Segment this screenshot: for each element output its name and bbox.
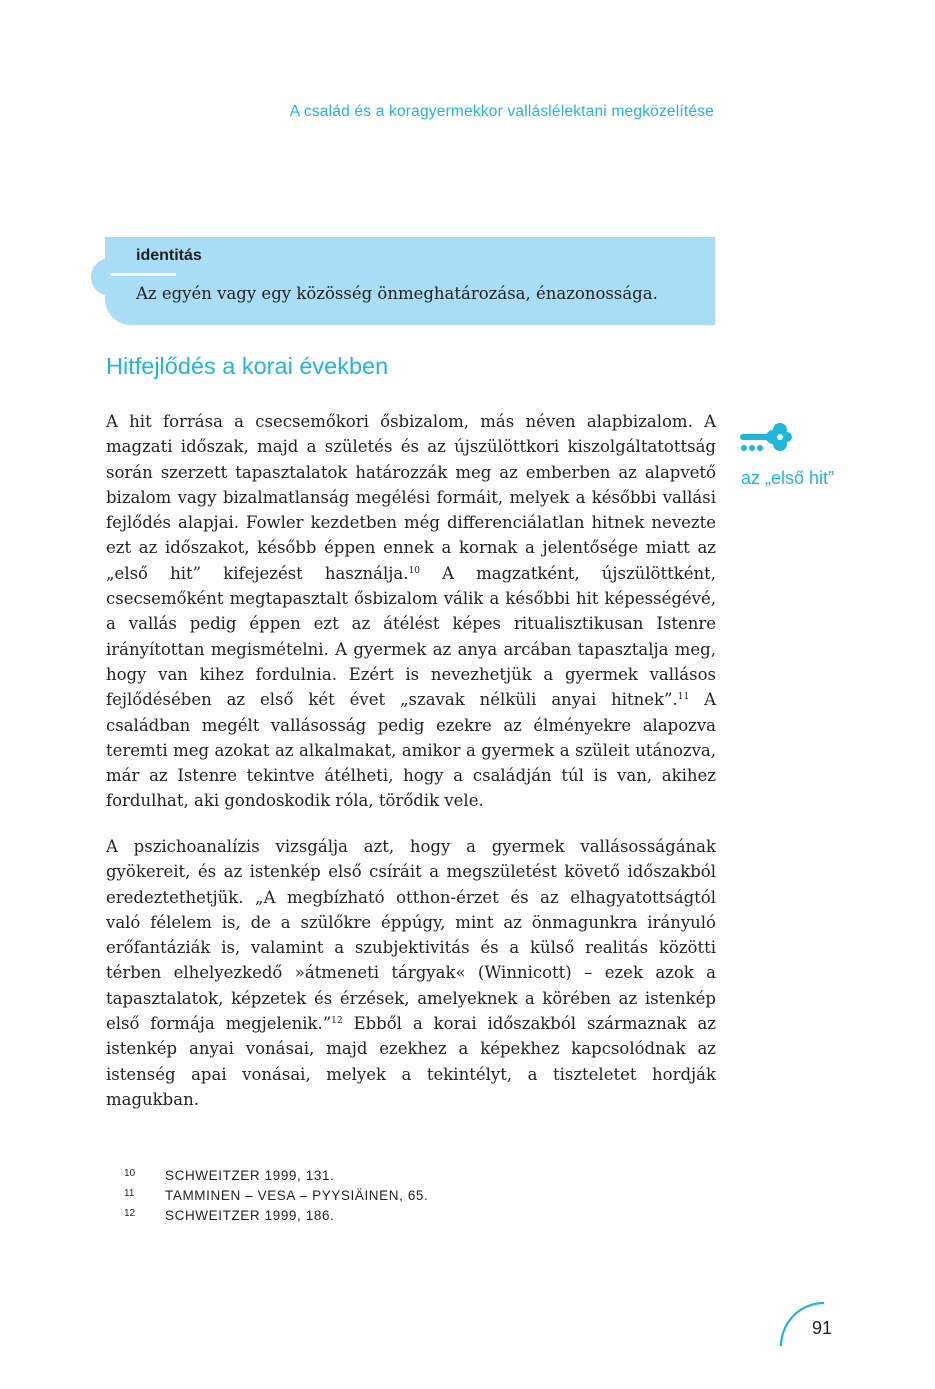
footnote-number: 12 (124, 1208, 136, 1219)
footnote-text: SCHWEITZER 1999, 131. (165, 1168, 335, 1183)
footnote (124, 1188, 428, 1208)
glossary-definition: Az egyén vagy egy közösség önmeghatározása, énazonossága. (136, 284, 658, 303)
paragraph-1-text-a: A hit forrása a csecsemőkori ősbizalom, más néven alapbizalom. A magzati időszak, majd a születés és az újszülöttkori kiszolgáltatottság során szerzett tapasztalatok határozzák meg az emberben az alapvető bizalom vagy bizalmatlanság megélési formáit, melyek a későbbi vallási fejlődés alapjai. Fowler kezdetben még differenciálatlan hitnek nevezte ezt az időszakot, később éppen ennek a kornak a jelentősége miatt az „első hit” kifejezést használja. (106, 412, 716, 583)
footnote-ref-12[interactable]: 12 (331, 1016, 343, 1027)
paragraph-2-text-b: Ebből a korai időszakból származnak az istenkép anyai vonásai, majd ezekhez a képekhez kapcsolódnak az istenség apai vonásai, melyek a tekintélyt, a tiszteletet hordják magukban. (106, 1014, 717, 1109)
paragraph-1 (106, 409, 716, 814)
running-head: A család és a koragyermekkor valláslélektani megközelítése (289, 103, 714, 120)
paragraph-1-text-c: A családban megélt vallásosság pedig ezekre az élményekre alapozva teremti meg azokat az alkalmakat, amikor a gyermek a szüleit utánozva, már az Istenre tekintve átélheti, hogy a családján túl is van, akihez fordulhat, aki gondoskodik róla, törődik vele. (106, 690, 716, 811)
footnote-ref-10[interactable]: 10 (408, 565, 420, 576)
key-icon (740, 418, 792, 458)
footnote-number: 10 (124, 1168, 136, 1179)
footnote-ref-11[interactable]: 11 (677, 692, 690, 703)
paragraph-2-text-a: A pszichoanalízis vizsgálja azt, hogy a gyermek vallásosságának gyökereit, és az istenkép első csíráit a megszületést követő időszakból eredeztethetjük. „A megbízható otthon-érzet és az elhagyatottságtól való félelem is, de a szülőkre éppúgy, mint az önmagunkra irányuló erőfantáziák is, valamint a szubjektivitás és a külső realitás közötti térben elhelyezkedő »átmeneti tárgyak« (Winnicott) – ezek azok a tapasztalatok, képzetek és érzések, amelyeknek a körében az istenkép első formája megjelenik.” (106, 837, 716, 1034)
margin-note: az „első hit” (741, 468, 835, 488)
footnote (124, 1208, 428, 1228)
paragraph-1-text-b: A magzatként, újszülöttként, csecsemőként megtapasztalt ősbizalom válik a későbbi hit képességévé, a vallás pedig éppen ezt az átélést képes ritualisztikusan Istenre irányítottan megismételni. A gyermek az anya arcában tapasztalja meg, hogy van kihez fordulnia. Ezért is nevezhetjük a gyermek vallásos fejlődésében az első két évet „szavak nélküli anyai hitnek”. (106, 563, 716, 710)
page-number: 91 (812, 1318, 833, 1338)
footnote-text: SCHWEITZER 1999, 186. (165, 1208, 335, 1223)
footnotes (124, 1168, 428, 1228)
footnote-text: TAMMINEN – VESA – PYYSIÄINEN, 65. (165, 1188, 429, 1203)
paragraph-2 (106, 834, 716, 1112)
glossary-underline (110, 273, 176, 276)
footnote (124, 1168, 428, 1188)
glossary-term: identitás (136, 247, 202, 264)
footnote-number: 11 (124, 1188, 135, 1199)
section-title: Hitfejlődés a korai években (106, 353, 389, 379)
